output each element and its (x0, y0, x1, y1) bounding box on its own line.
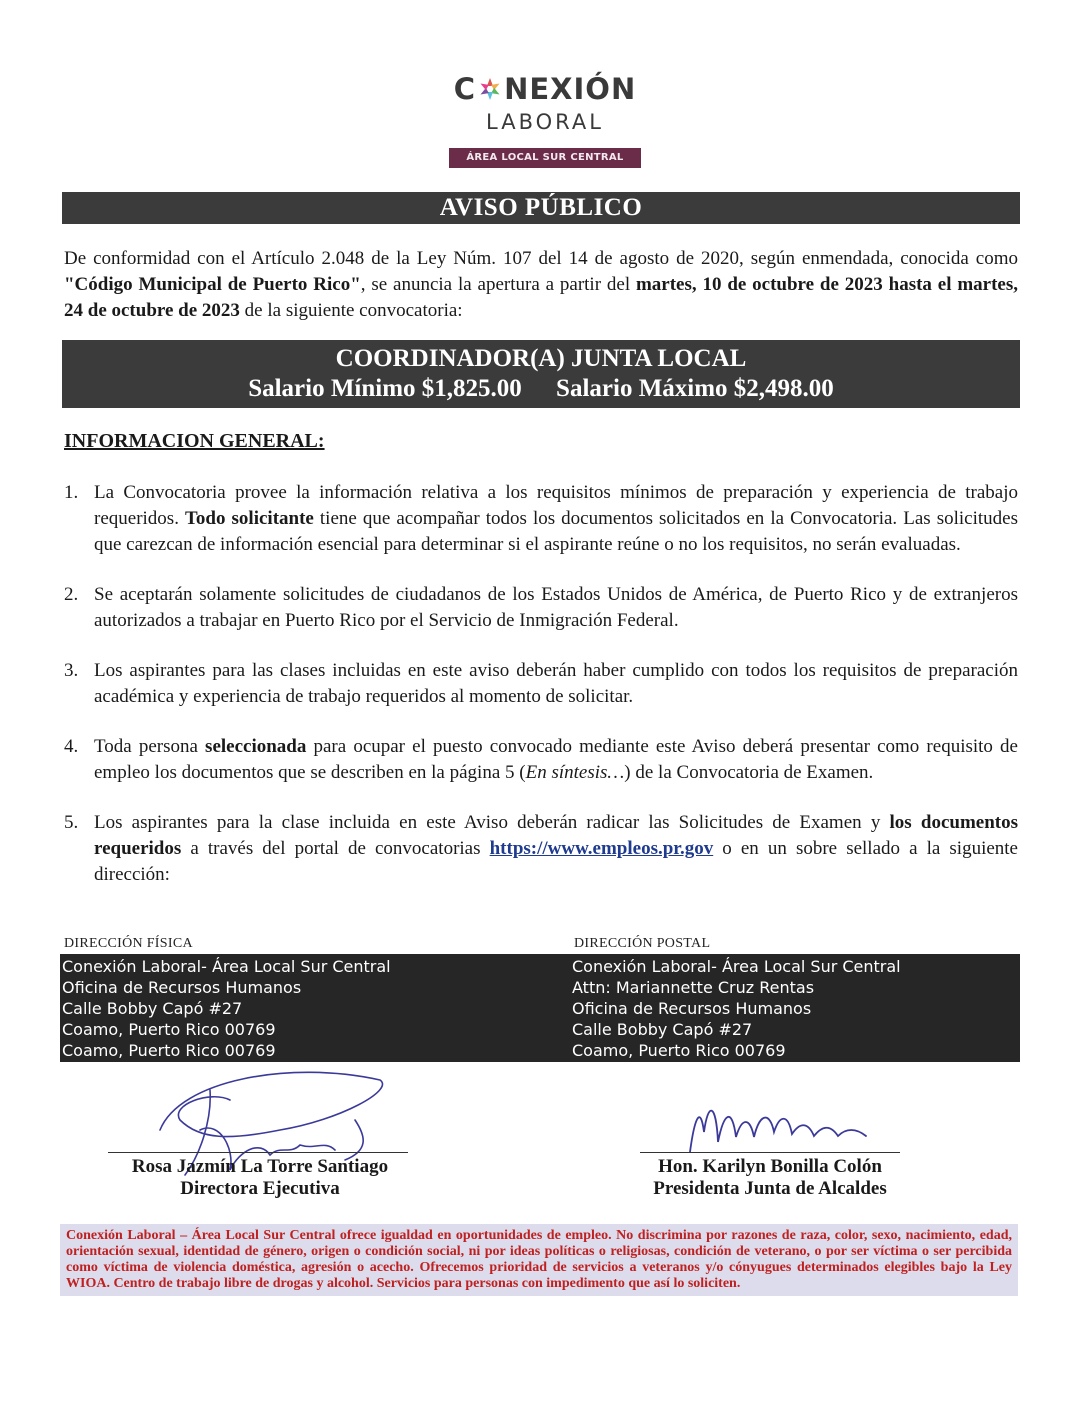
list-item (64, 658, 1018, 710)
item-text: tiene que acompañar todos los documentos solicitados en la Convocatoria. Las solicitudes que carezcan de información esencial para determinar si el aspirante reúne o no los requisitos, no serán evaluadas. (94, 508, 1018, 555)
item-italic: En síntesis… (525, 762, 625, 783)
empleos-portal-link[interactable]: https://www.empleos.pr.gov (489, 838, 714, 859)
physical-address-box (60, 954, 506, 1062)
item-bold: seleccionada (205, 736, 307, 757)
signatory-name: Rosa Jazmín La Torre Santiago (131, 1156, 389, 1177)
signatory-president (600, 1156, 940, 1200)
item-bold: Todo solicitante (185, 508, 314, 529)
signatory-name: Hon. Karilyn Bonilla Colón (658, 1156, 882, 1177)
notice-title: AVISO PÚBLICO (62, 192, 1020, 224)
item-number: 1. (64, 482, 79, 503)
item-text: Los aspirantes para la clase incluida en este Aviso deberán radicar las Solicitudes de Examen y (94, 812, 890, 833)
address-line: Coamo, Puerto Rico 00769 (62, 1020, 276, 1039)
list-item (64, 734, 1018, 786)
item-text: a través del portal de convocatorias (181, 838, 490, 859)
signatory-role: Directora Ejecutiva (180, 1178, 340, 1199)
intro-text-1: De conformidad con el Artículo 2.048 de la Ley Núm. 107 del 14 de agosto de 2020, según enmendada, conocida como (64, 248, 1018, 269)
address-line: Oficina de Recursos Humanos (572, 999, 812, 1018)
intro-text-2: , se anuncia la apertura a partir del (360, 274, 636, 295)
address-line: Oficina de Recursos Humanos (62, 978, 302, 997)
signature-line-president (640, 1152, 900, 1153)
item-number: 2. (64, 584, 79, 605)
intro-paragraph (64, 246, 1018, 324)
intro-dates: martes, 10 de octubre de 2023 hasta el martes, 24 de octubre de 2023 (64, 274, 1018, 321)
logo-name-pre: C (453, 72, 477, 106)
job-banner (62, 340, 1020, 408)
address-line: Attn: Mariannette Cruz Rentas (572, 978, 815, 997)
item-number: 4. (64, 736, 79, 757)
signatory-director (80, 1156, 440, 1200)
address-line: Calle Bobby Capó #27 (572, 1020, 753, 1039)
item-number: 5. (64, 812, 79, 833)
address-line: Conexión Laboral- Área Local Sur Central (62, 957, 391, 976)
item-text: o en un sobre sellado a la siguiente dirección: (94, 838, 1018, 885)
item-number: 3. (64, 660, 79, 681)
address-line: Coamo, Puerto Rico 00769 (572, 1041, 786, 1060)
item-text: La Convocatoria provee la información relativa a los requisitos mínimos de preparación y experiencia de trabajo requeridos. (94, 482, 1018, 529)
signature-line-director (108, 1152, 408, 1153)
physical-address-label: DIRECCIÓN FÍSICA (64, 936, 193, 951)
salary-max: Salario Máximo $2,498.00 (556, 375, 834, 402)
postal-address-box (506, 954, 1020, 1062)
item-text: Se aceptarán solamente solicitudes de ciudadanos de los Estados Unidos de América, de Puerto Rico y de extranjeros autorizados a trabajar en Puerto Rico por el Servicio de Inmigración Federal. (94, 584, 1018, 631)
item-text: Los aspirantes para las clases incluidas en este aviso deberán haber cumplido con todos los requisitos de preparación académica y experiencia de trabajo requeridos al momento de solicitar. (94, 660, 1018, 707)
equal-opportunity-notice: Conexión Laboral – Área Local Sur Central ofrece igualdad en oportunidades de empleo. No discrimina por razones de raza, color, sexo, nacimiento, edad, orientación sexual, identidad de género, origen o condición social, ni por ideas políticas o religiosas, condición de veterano, o por ser víctima o ser percibida como víctima de violencia doméstica, agresión o acecho. Ofrecemos prioridad de servicios a veteranos y/o cónyugues determinados elegibles bajo la Ley WIOA. Centro de trabajo libre de drogas y alcohol. Servicios para personas con impedimento que así lo soliciten. (60, 1224, 1018, 1296)
item-text: Toda persona (94, 736, 206, 757)
address-line: Calle Bobby Capó #27 (62, 999, 243, 1018)
list-item (64, 480, 1018, 558)
general-info-list (64, 480, 1018, 912)
logo-band: ÁREA LOCAL SUR CENTRAL (449, 148, 641, 168)
list-item (64, 582, 1018, 634)
salary-min: Salario Mínimo $1,825.00 (248, 375, 522, 402)
logo-name-post: NEXIÓN (504, 72, 637, 106)
address-line: Conexión Laboral- Área Local Sur Central (572, 957, 901, 976)
item-text: ) de la Convocatoria de Examen. (624, 762, 874, 783)
section-heading: INFORMACION GENERAL: (64, 430, 325, 452)
list-item (64, 810, 1018, 888)
conexion-laboral-logo (420, 72, 670, 168)
intro-code-name: "Código Municipal de Puerto Rico" (64, 274, 361, 295)
job-title: COORDINADOR(A) JUNTA LOCAL (335, 345, 747, 372)
signatory-role: Presidenta Junta de Alcaldes (653, 1178, 887, 1199)
postal-address-label: DIRECCIÓN POSTAL (574, 936, 711, 951)
item-text: para ocupar el puesto convocado mediante este Aviso deberá presentar como requisito de empleo los documentos que se describen en la página 5 ( (94, 736, 1018, 783)
intro-text-3: de la siguiente convocatoria: (239, 300, 463, 321)
item-bold: los documentos requeridos (94, 812, 1018, 859)
address-line: Coamo, Puerto Rico 00769 (62, 1041, 276, 1060)
logo-star-icon (478, 77, 502, 101)
logo-subtitle: LABORAL (486, 110, 604, 134)
